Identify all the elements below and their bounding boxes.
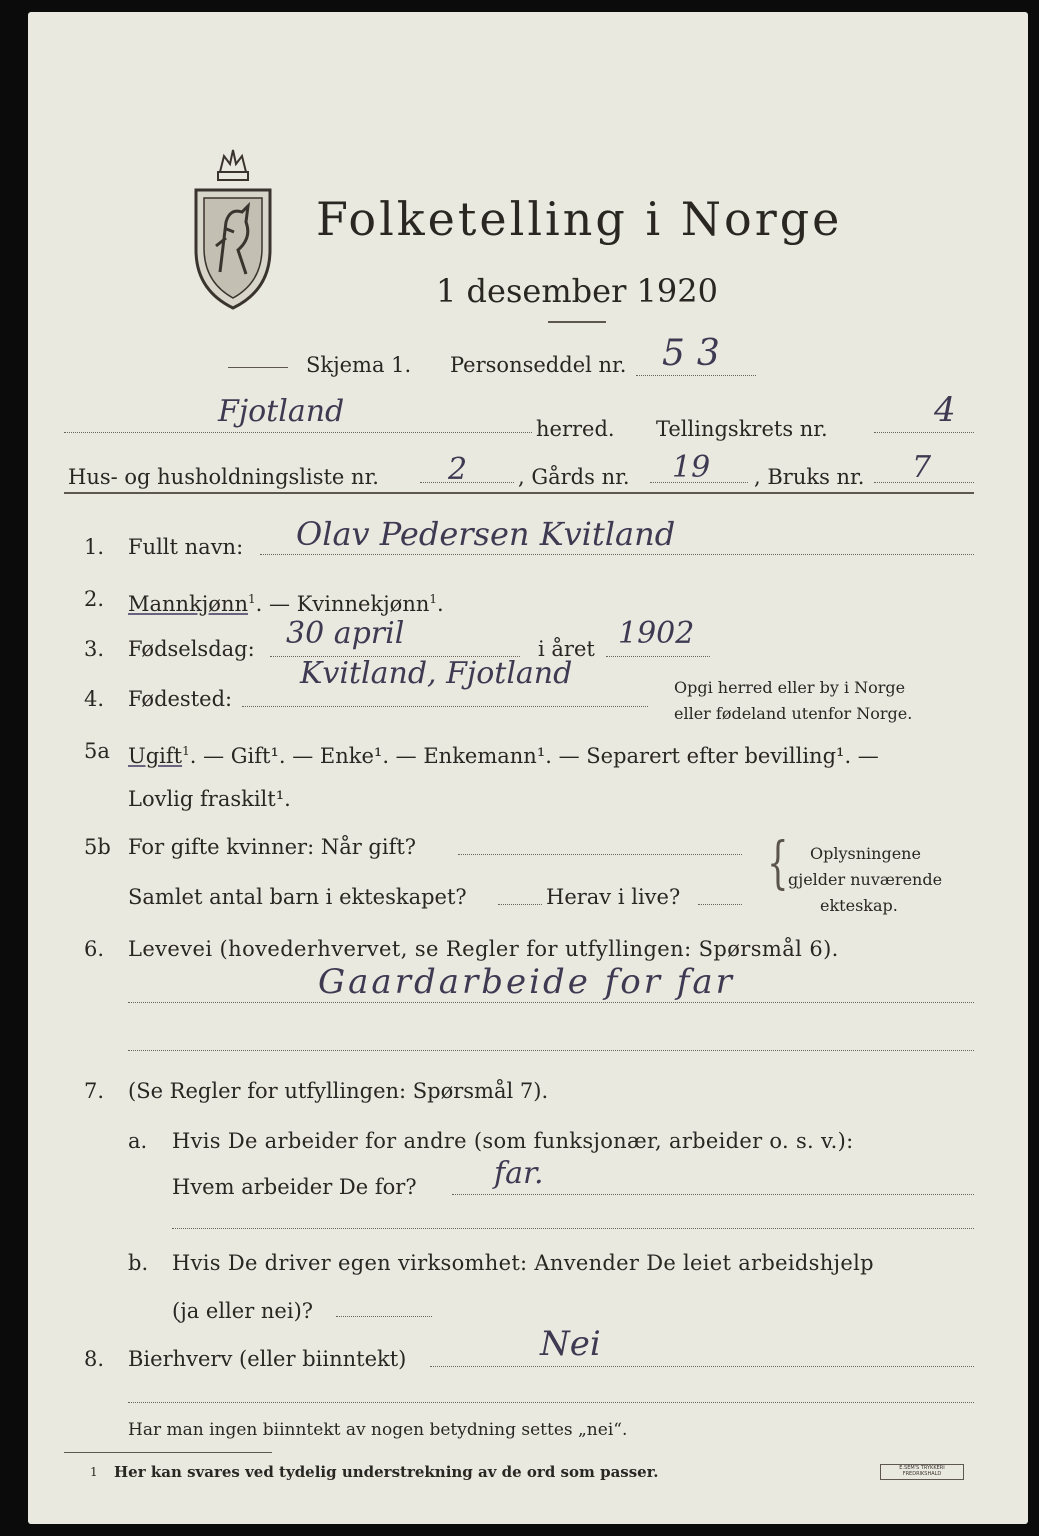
q2-number: 2. xyxy=(84,587,105,611)
birthyear-field[interactable]: 1902 xyxy=(618,616,695,651)
q8-label: Bierhverv (eller biinntekt) xyxy=(128,1347,407,1371)
tellingskrets-label: Tellingskrets nr. xyxy=(656,417,828,441)
q8-number: 8. xyxy=(84,1347,105,1371)
q5b-note-3: ekteskap. xyxy=(820,896,898,915)
q6-label: Levevei (hovederhvervet, se Regler for utfyllingen: Spørsmål 6). xyxy=(128,937,839,961)
q3-label: Fødselsdag: xyxy=(128,637,255,661)
q7a-label: Hvis De arbeider for andre (som funksjonær, arbeider o. s. v.): xyxy=(172,1129,854,1153)
coat-of-arms-icon xyxy=(190,142,276,312)
q1-number: 1. xyxy=(84,535,105,559)
hired-help-field[interactable] xyxy=(336,1316,432,1317)
herred-field[interactable]: Fjotland xyxy=(218,394,345,429)
q3-number: 3. xyxy=(84,637,105,661)
q4-note-1: Opgi herred eller by i Norge xyxy=(674,678,906,697)
q5a-number: 5a xyxy=(84,739,110,763)
q5b-label-2: Samlet antal barn i ekteskapet? xyxy=(128,885,467,909)
q7-label: (Se Regler for utfyllingen: Spørsmål 7). xyxy=(128,1079,549,1103)
year-label: i året xyxy=(538,637,595,661)
occupation-field[interactable]: Gaardarbeide for far xyxy=(318,962,735,1002)
employer-field[interactable]: far. xyxy=(494,1156,544,1191)
q5b-note-1: Oplysningene xyxy=(810,844,921,863)
q4-number: 4. xyxy=(84,687,105,711)
bruks-label: , Bruks nr. xyxy=(754,465,865,489)
q6-number: 6. xyxy=(84,937,105,961)
brace: { xyxy=(767,831,789,896)
form-title: Folketelling i Norge xyxy=(316,192,843,246)
marital-line-2: Lovlig fraskilt¹. xyxy=(128,787,291,811)
census-form xyxy=(28,12,1028,1524)
printer-stamp: E.SEM'S TRYKKERI FREDRIKSHALD xyxy=(880,1464,964,1480)
title-divider xyxy=(548,321,606,323)
side-income-field[interactable]: Nei xyxy=(540,1324,601,1364)
q4-label: Fødested: xyxy=(128,687,233,711)
q1-label: Fullt navn: xyxy=(128,535,244,559)
gender-line: Mannkjønn$^1$. — Kvinnekjønn$^1$. xyxy=(128,592,444,616)
q5b-note-2: gjelder nuværende xyxy=(788,870,943,889)
personseddel-field[interactable]: 53 xyxy=(662,333,732,374)
q5b-label-1: For gifte kvinner: Når gift? xyxy=(128,835,417,859)
herred-label: herred. xyxy=(536,417,615,441)
bruks-field[interactable]: 7 xyxy=(912,450,932,485)
q7-number: 7. xyxy=(84,1079,105,1103)
gards-field[interactable]: 19 xyxy=(672,450,711,485)
footnote-mark: 1 xyxy=(90,1465,98,1479)
q7b-question: (ja eller nei)? xyxy=(172,1299,314,1323)
marital-line: Ugift$^1$. — Gift¹. — Enke¹. — Enkemann¹. — Separert efter bevilling¹. — xyxy=(128,744,879,768)
q7a-question: Hvem arbeider De for? xyxy=(172,1175,417,1199)
q4-note-2: eller fødeland utenfor Norge. xyxy=(674,704,913,723)
personseddel-label: Personseddel nr. xyxy=(450,353,627,377)
q5b-label-3: Herav i live? xyxy=(546,885,681,909)
skjema-label: Skjema 1. xyxy=(306,353,412,377)
tellingskrets-field[interactable]: 4 xyxy=(934,390,956,430)
header-separator xyxy=(64,492,974,494)
q7b-label: Hvis De driver egen virksomhet: Anvender De leiet arbeidshjelp xyxy=(172,1251,874,1275)
skjema-leader xyxy=(228,367,288,368)
hus-field[interactable]: 2 xyxy=(448,452,468,487)
birthplace-field[interactable]: Kvitland, Fjotland xyxy=(300,656,573,691)
footer-note: Har man ingen biinntekt av nogen betydning settes „nei“. xyxy=(128,1420,628,1440)
ugift-option[interactable]: Ugift xyxy=(128,744,183,768)
census-date: 1 desember 1920 xyxy=(436,272,718,310)
female-option[interactable]: Kvinnekjønn xyxy=(296,592,430,616)
gards-label: , Gårds nr. xyxy=(518,465,630,489)
full-name-field[interactable]: Olav Pedersen Kvitland xyxy=(296,515,676,553)
q5b-number: 5b xyxy=(84,835,111,859)
q7a-number: a. xyxy=(128,1129,148,1153)
male-option[interactable]: Mannkjønn xyxy=(128,592,249,616)
footnote-separator xyxy=(64,1452,272,1453)
hus-label: Hus- og husholdningsliste nr. xyxy=(68,465,379,489)
footnote-text: Her kan svares ved tydelig understrekning av de ord som passer. xyxy=(114,1463,659,1481)
birthdate-field[interactable]: 30 april xyxy=(286,616,405,651)
q7b-number: b. xyxy=(128,1251,149,1275)
